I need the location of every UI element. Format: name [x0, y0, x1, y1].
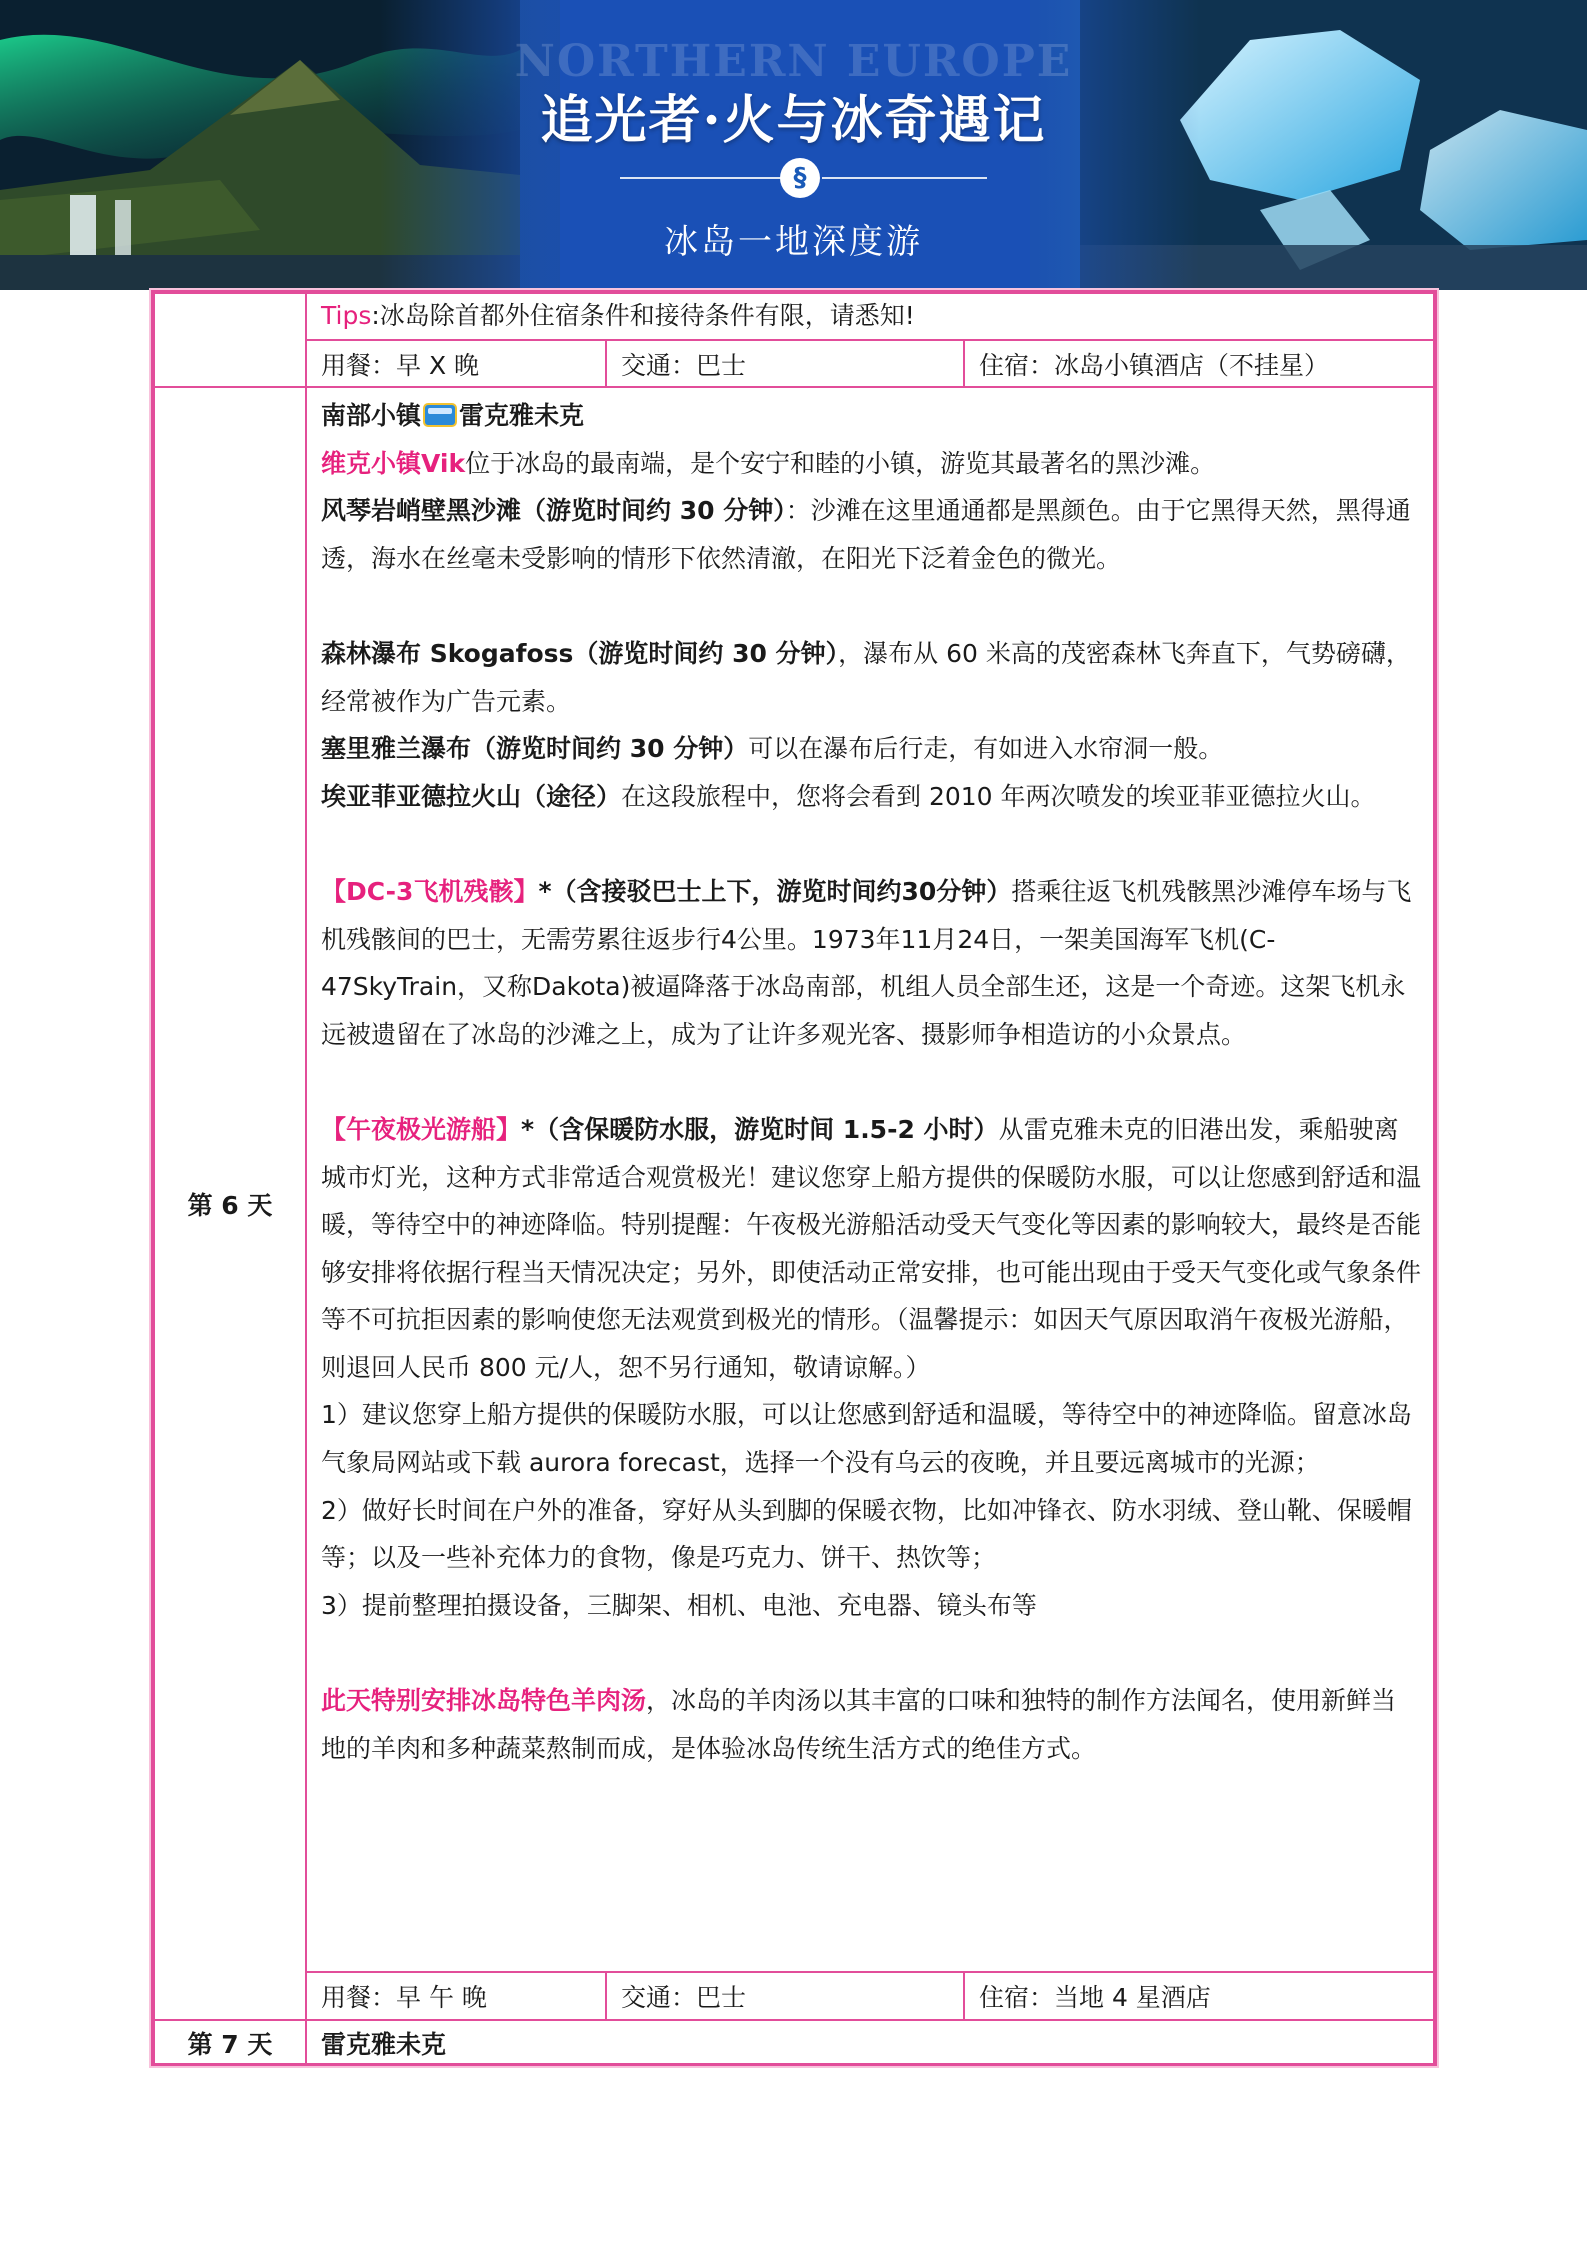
beach-highlight: 风琴岩峭壁黑沙滩（游览时间约 30 分钟） [321, 496, 786, 526]
seljalandsfoss-highlight: 塞里雅兰瀑布（游览时间约 30 分钟） [321, 734, 749, 764]
banner-subtitle: 冰岛一地深度游 [664, 222, 923, 262]
bus-icon [423, 403, 457, 427]
day-6-label: 第 6 天 [154, 387, 306, 2020]
day-7-label: 第 7 天 [154, 2020, 306, 2066]
brand-logo-icon: § [780, 158, 820, 198]
vik-highlight: 维克小镇Vik [321, 448, 466, 478]
day-6-route [321, 392, 1421, 440]
prev-hotel: 住宿：冰岛小镇酒店（不挂星） [964, 340, 1434, 387]
cruise-tip-2: 2）做好长时间在户外的准备，穿好从头到脚的保暖衣物，比如冲锋衣、防水羽绒、登山靴、保暖帽等；以及一些补充体力的食物，像是巧克力、饼干、热饮等； [321, 1495, 1412, 1573]
cruise-tip-1: 1）建议您穿上船方提供的保暖防水服，可以让您感到舒适和温暖，等待空中的神迹降临。留意冰岛气象局网站或下载 aurora forecast，选择一个没有乌云的夜晚，并且要远离城市的光源； [321, 1400, 1412, 1478]
skogafoss-paragraph: 森林瀑布 Skogafoss（游览时间约 30 分钟），瀑布从 60 米高的茂密森林飞奔直下，气势磅礴，经常被作为广告元素。 [321, 638, 1411, 716]
volcano-paragraph: 埃亚菲亚德拉火山（途径）在这段旅程中，您将会看到 2010 年两次喷发的埃亚菲亚德拉火山。 [321, 781, 1376, 811]
cruise-paragraph: 【午夜极光游船】*（含保暖防水服，游览时间 1.5-2 小时）从雷克雅未克的旧港出发，乘船驶离城市灯光，这种方式非常适合观赏极光！建议您穿上船方提供的保暖防水服，可以让您感到舒适和温暖，等待空中的神迹降临。特别提醒：午夜极光游船活动受天气变化等因素的影响较大，最终是否能够安排将依据行程当天情况决定；另外，即使活动正常安排，也可能出现由于受天气变化或气象条件等不可抗拒因素的影响使您无法观赏到极光的情形。（温馨提示：如因天气原因取消午夜极光游船，则退回人民币 800 元/人，恕不另行通知，敬请谅解。） [321, 1114, 1422, 1382]
route-from: 南部小镇 [321, 401, 422, 430]
soup-paragraph: 此天特别安排冰岛特色羊肉汤，冰岛的羊肉汤以其丰富的口味和独特的制作方法闻名，使用新鲜当地的羊肉和多种蔬菜熬制而成，是体验冰岛传统生活方式的绝佳方式。 [321, 1686, 1397, 1763]
dc3-paragraph: 【DC-3飞机残骸】*（含接驳巴士上下，游览时间约30分钟）搭乘往返飞机残骸黑沙滩停车场与飞机残骸间的巴士，无需劳累往返步行4公里。1973年11月24日，一架美国海军飞机(C-47SkyTrain，又称Dakota)被逼降落于冰岛南部，机组人员全部生还，这是一个奇迹。这架飞机永远被遗留在了冰岛的沙滩之上，成为了让许多观光客、摄影师争相造访的小众景点。 [321, 876, 1412, 1049]
day-6-transport: 交通：巴士 [606, 1972, 964, 2020]
vik-paragraph: 维克小镇Vik位于冰岛的最南端，是个安宁和睦的小镇，游览其最著名的黑沙滩。 [321, 448, 1216, 478]
prev-day-cell [154, 293, 306, 387]
soup-highlight: 此天特别安排冰岛特色羊肉汤 [321, 1686, 647, 1716]
banner-divider-left [620, 177, 785, 179]
banner-bg-text: NORTHERN EUROPE [514, 36, 1073, 87]
day-7-route: 雷克雅未克 [306, 2020, 1434, 2066]
skogafoss-highlight: 森林瀑布 Skogafoss（游览时间约 30 分钟） [321, 638, 839, 668]
tips-label: Tips [321, 301, 372, 330]
route-to: 雷克雅未克 [459, 401, 585, 430]
tips-text: :冰岛除首都外住宿条件和接待条件有限，请悉知! [371, 301, 915, 330]
prev-meals: 用餐：早 X 晚 [306, 340, 606, 387]
volcano-highlight: 埃亚菲亚德拉火山（途径） [321, 781, 622, 811]
day-6-hotel: 住宿：当地 4 星酒店 [964, 1972, 1434, 2020]
seljalandsfoss-paragraph: 塞里雅兰瀑布（游览时间约 30 分钟）可以在瀑布后行走，有如进入水帘洞一般。 [321, 734, 1224, 764]
cruise-highlight: 【午夜极光游船】 [321, 1114, 522, 1144]
banner-title: 追光者·火与冰奇遇记 [540, 90, 1047, 151]
dc3-highlight: 【DC-3飞机残骸】 [321, 876, 539, 906]
day-6-content [306, 387, 1434, 1972]
beach-paragraph: 风琴岩峭壁黑沙滩（游览时间约 30 分钟）：沙滩在这里通通都是黑颜色。由于它黑得天然，黑得通透，海水在丝毫未受影响的情形下依然清澈，在阳光下泛着金色的微光。 [321, 496, 1411, 573]
header-banner [0, 0, 1587, 290]
tips-row [306, 293, 1434, 340]
cruise-tip-3: 3）提前整理拍摄设备，三脚架、相机、电池、充电器、镜头布等 [321, 1590, 1037, 1620]
banner-divider-right [822, 177, 987, 179]
day-6-meals: 用餐：早 午 晚 [306, 1972, 606, 2020]
prev-transport: 交通：巴士 [606, 340, 964, 387]
